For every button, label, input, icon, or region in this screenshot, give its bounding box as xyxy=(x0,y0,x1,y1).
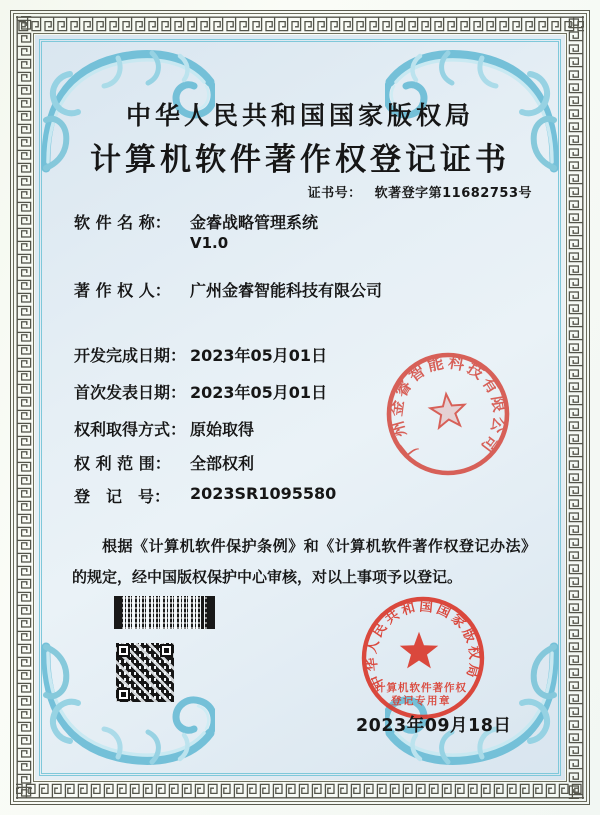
field-value-registration-no: 2023SR1095580 xyxy=(190,484,337,503)
field-label-copyright-owner: 著 作 权 人： xyxy=(74,281,171,300)
qr-finder-icon xyxy=(117,688,130,701)
certificate-title: 计算机软件著作权登记证书 xyxy=(90,142,510,178)
field-label-right-acquisition: 权利取得方式： xyxy=(74,420,187,439)
registration-statement: 根据《计算机软件保护条例》和《计算机软件著作权登记办法》的规定，经中国版权保护中心审核，对以上事项予以登记。 xyxy=(72,537,536,586)
company-seal-star-icon xyxy=(429,392,466,428)
certificate-number-line xyxy=(308,182,532,201)
field-value-first-publish-date: 2023年05月01日 xyxy=(190,383,328,402)
qr-finder-icon xyxy=(160,644,173,657)
qr-code xyxy=(116,643,174,702)
greek-key-border-top xyxy=(16,16,584,32)
company-seal xyxy=(373,339,523,489)
company-seal-ring-text: 广州金睿智能科技有限公司 xyxy=(386,352,510,460)
issue-date: 2023年09月18日 xyxy=(356,716,512,736)
greek-key-border-bottom xyxy=(16,783,584,799)
registry-seal-line1: 计算机软件著作权 xyxy=(375,682,467,694)
authority-title: 中华人民共和国国家版权局 xyxy=(125,101,474,130)
field-label-first-publish-date: 首次发表日期： xyxy=(74,383,187,402)
registry-seal-ring-text: 中华人民共和国国家版权局 xyxy=(363,598,483,692)
field-value-right-acquisition: 原始取得 xyxy=(190,420,255,439)
certificate-number-value: 软著登字第11682753号 xyxy=(374,186,532,201)
copyright-office-seal xyxy=(357,592,489,724)
registry-seal-line2: 登记专用章 xyxy=(391,695,451,707)
field-value-copyright-owner: 广州金睿智能科技有限公司 xyxy=(190,281,383,300)
field-label-dev-complete-date: 开发完成日期： xyxy=(74,346,187,365)
qr-finder-icon xyxy=(117,644,130,657)
field-label-right-scope: 权 利 范 围： xyxy=(74,454,171,473)
field-value-dev-complete-date: 2023年05月01日 xyxy=(190,346,328,365)
field-label-software-name: 软 件 名 称： xyxy=(74,213,171,232)
field-label-registration-no: 登 记 号： xyxy=(74,487,171,506)
field-value-software-name: 金睿战略管理系统 xyxy=(190,213,319,232)
certificate-number-label: 证书号： xyxy=(307,186,362,201)
barcode-1d xyxy=(114,596,215,629)
registry-seal-star-icon xyxy=(400,632,438,669)
field-value-right-scope: 全部权利 xyxy=(190,454,255,473)
software-version: V1.0 xyxy=(190,234,229,252)
